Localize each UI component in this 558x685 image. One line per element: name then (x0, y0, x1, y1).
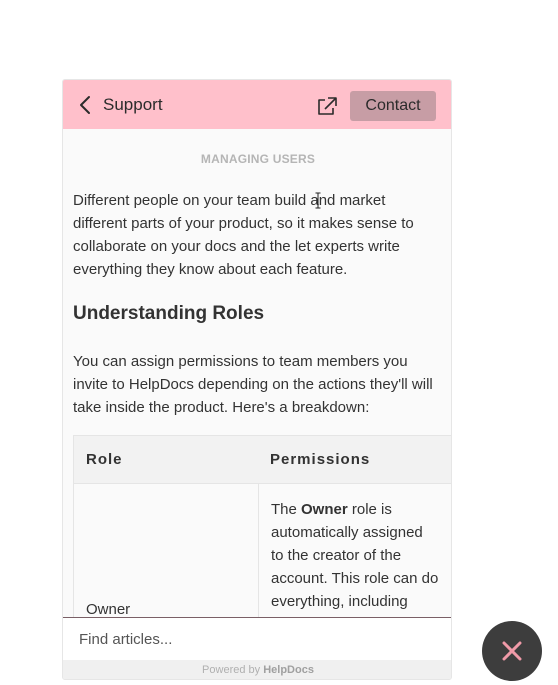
roles-table (73, 435, 452, 617)
back-button[interactable] (79, 94, 163, 116)
search-input[interactable] (63, 618, 452, 660)
chevron-left-icon (79, 95, 91, 115)
powered-by-footer[interactable] (63, 660, 452, 680)
close-icon (502, 641, 522, 661)
powered-by-label: Powered by (202, 664, 261, 676)
column-divider (258, 483, 259, 617)
permissions-prefix: The (271, 501, 302, 518)
powered-by-brand: HelpDocs (263, 664, 314, 676)
table-header-role: Role (86, 451, 123, 468)
contact-button[interactable]: Contact (350, 91, 436, 121)
intro-paragraph: Different people on your team build and market different parts of your product, so it makes sense to collaborate on your docs and the let experts write everything they know about each feature. (73, 192, 414, 278)
article-content[interactable] (63, 129, 452, 617)
roles-paragraph: You can assign permissions to team members you invite to HelpDocs depending on the actions they'll will take inside the product. Here's a breakdown: (73, 353, 433, 416)
table-cell-role: Owner (86, 601, 131, 617)
article-category[interactable]: MANAGING USERS (200, 152, 316, 166)
external-link-icon[interactable] (316, 96, 338, 116)
table-cell-permissions (271, 498, 439, 613)
back-label: Support (103, 95, 163, 114)
search-bar (63, 617, 452, 660)
close-widget-button[interactable] (482, 621, 542, 681)
text-cursor-icon (315, 192, 321, 209)
section-heading: Understanding Roles (73, 303, 265, 324)
table-header-permissions: Permissions (270, 451, 371, 468)
permissions-description: role is automatically assigned to the creator of the account. This role can do everything, including (271, 501, 439, 610)
table-header-row (74, 436, 452, 484)
widget-header (63, 80, 452, 129)
support-widget (62, 79, 452, 680)
permissions-role-name: Owner (301, 501, 348, 518)
